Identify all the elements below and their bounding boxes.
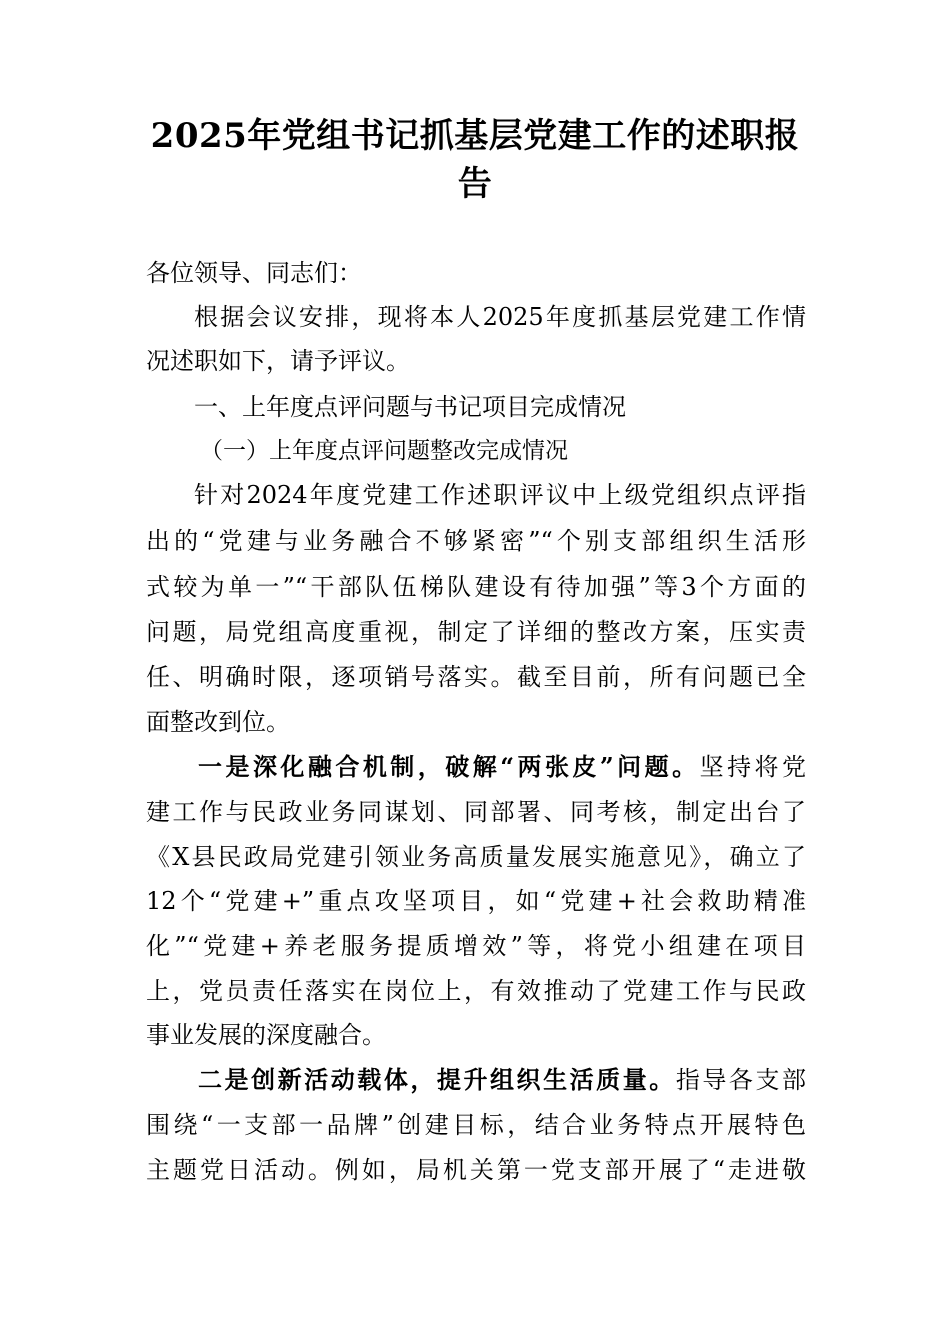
para3-line: 主题党日活动。例如，局机关第一党支部开展了“走进敬 (146, 1156, 806, 1184)
subsection-heading-1: （一）上年度点评问题整改完成情况 (200, 438, 568, 464)
salutation: 各位领导、同志们： (146, 259, 362, 287)
para1-line: 针对2024年度党建工作述职评议中上级党组织点评指 (194, 481, 806, 509)
para2-line: 事业发展的深度融合。 (146, 1021, 386, 1049)
intro-line: 根据会议安排，现将本人2025年度抓基层党建工作情 (194, 303, 806, 331)
section-heading-1: 一、上年度点评问题与书记项目完成情况 (194, 393, 626, 421)
para2-first-rest: 坚持将党 (699, 753, 807, 781)
document-title (140, 112, 810, 208)
para2-line: 上，党员责任落实在岗位上，有效推动了党建工作与民政 (146, 977, 806, 1005)
para1-line: 面整改到位。 (146, 708, 290, 736)
para1-line: 出的“党建与业务融合不够紧密”“个别支部组织生活形 (146, 527, 806, 555)
intro-line: 况述职如下，请予评议。 (146, 347, 410, 375)
para2-line: 建工作与民政业务同谋划、同部署、同考核，制定出台了 (146, 798, 806, 826)
para2-line: 化”“党建+养老服务提质增效”等，将党小组建在项目 (146, 932, 806, 960)
para1-line: 任、明确时限，逐项销号落实。截至目前，所有问题已全 (146, 663, 806, 691)
para2-line: 《X县民政局党建引领业务高质量发展实施意见》，确立了 (146, 843, 806, 871)
para3-line: 围绕“一支部一品牌”创建目标，结合业务特点开展特色 (146, 1111, 806, 1139)
title-line-1: 2025年党组书记抓基层党建工作的述职报 (150, 116, 800, 156)
para3-first-line (198, 1062, 806, 1098)
para1-line: 式较为单一”“干部队伍梯队建设有待加强”等3个方面的 (146, 573, 806, 601)
para1-line: 问题，局党组高度重视，制定了详细的整改方案，压实责 (146, 618, 806, 646)
title-line-2: 告 (457, 164, 493, 204)
para2-lead: 一是深化融合机制，破解“两张皮”问题。 (198, 752, 700, 781)
para3-lead: 二是创新活动载体，提升组织生活质量。 (198, 1065, 676, 1094)
para2-first-line (198, 749, 806, 785)
para3-first-rest: 指导各支部 (675, 1066, 807, 1094)
para2-line: 12个“党建+”重点攻坚项目，如“党建+社会救助精准 (146, 887, 806, 915)
